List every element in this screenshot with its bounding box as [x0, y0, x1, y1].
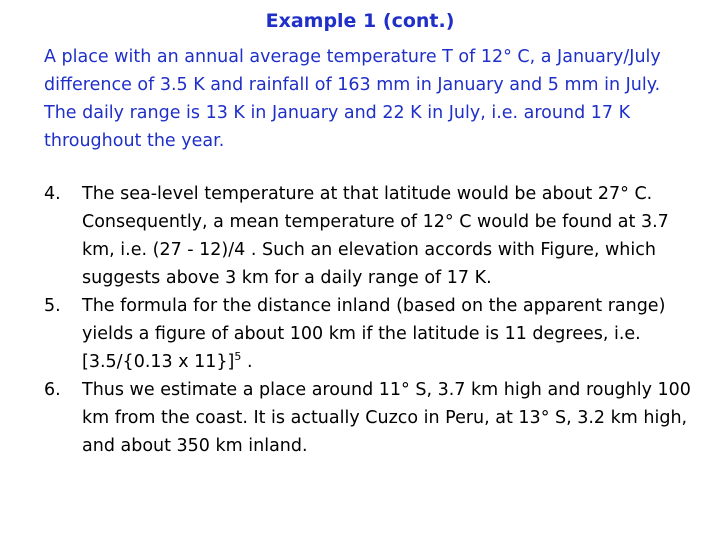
list-item-number: 6. [44, 380, 61, 400]
list-item-text: The sea-level temperature at that latitude would be about 27° C. Consequently, a mean temperature of 12° C would be found at 3.7 km, i.e. (27 - 12)/4 . Such an elevation accords with Figure, which suggests above 3 km for a daily range of 17 K. [82, 184, 669, 288]
list-item [44, 180, 694, 292]
slide-title: Example 1 (cont.) [265, 10, 455, 32]
list-item-text-end: . [241, 352, 253, 372]
intro-paragraph: A place with an annual average temperature T of 12° C, a January/July difference of 3.5 K and rainfall of 163 mm in January and 5 mm in July. The daily range is 13 K in January and 22 K in July, i.e. around 17 K throughout the year. [44, 47, 661, 151]
list-item [44, 292, 694, 376]
list-item-number: 4. [44, 184, 61, 204]
list-item-text: Thus we estimate a place around 11° S, 3.7 km high and roughly 100 km from the coast. It is actually Cuzco in Peru, at 13° S, 3.2 km high, and about 350 km inland. [82, 380, 691, 456]
steps-list [44, 180, 694, 460]
list-item-text: The formula for the distance inland (based on the apparent range) yields a figure of about 100 km if the latitude is 11 degrees, i.e. [3.5/{0.13 x 11}] [82, 296, 666, 372]
formula-exponent: 5 [234, 350, 242, 364]
list-item [44, 376, 694, 460]
list-item-number: 5. [44, 296, 61, 316]
